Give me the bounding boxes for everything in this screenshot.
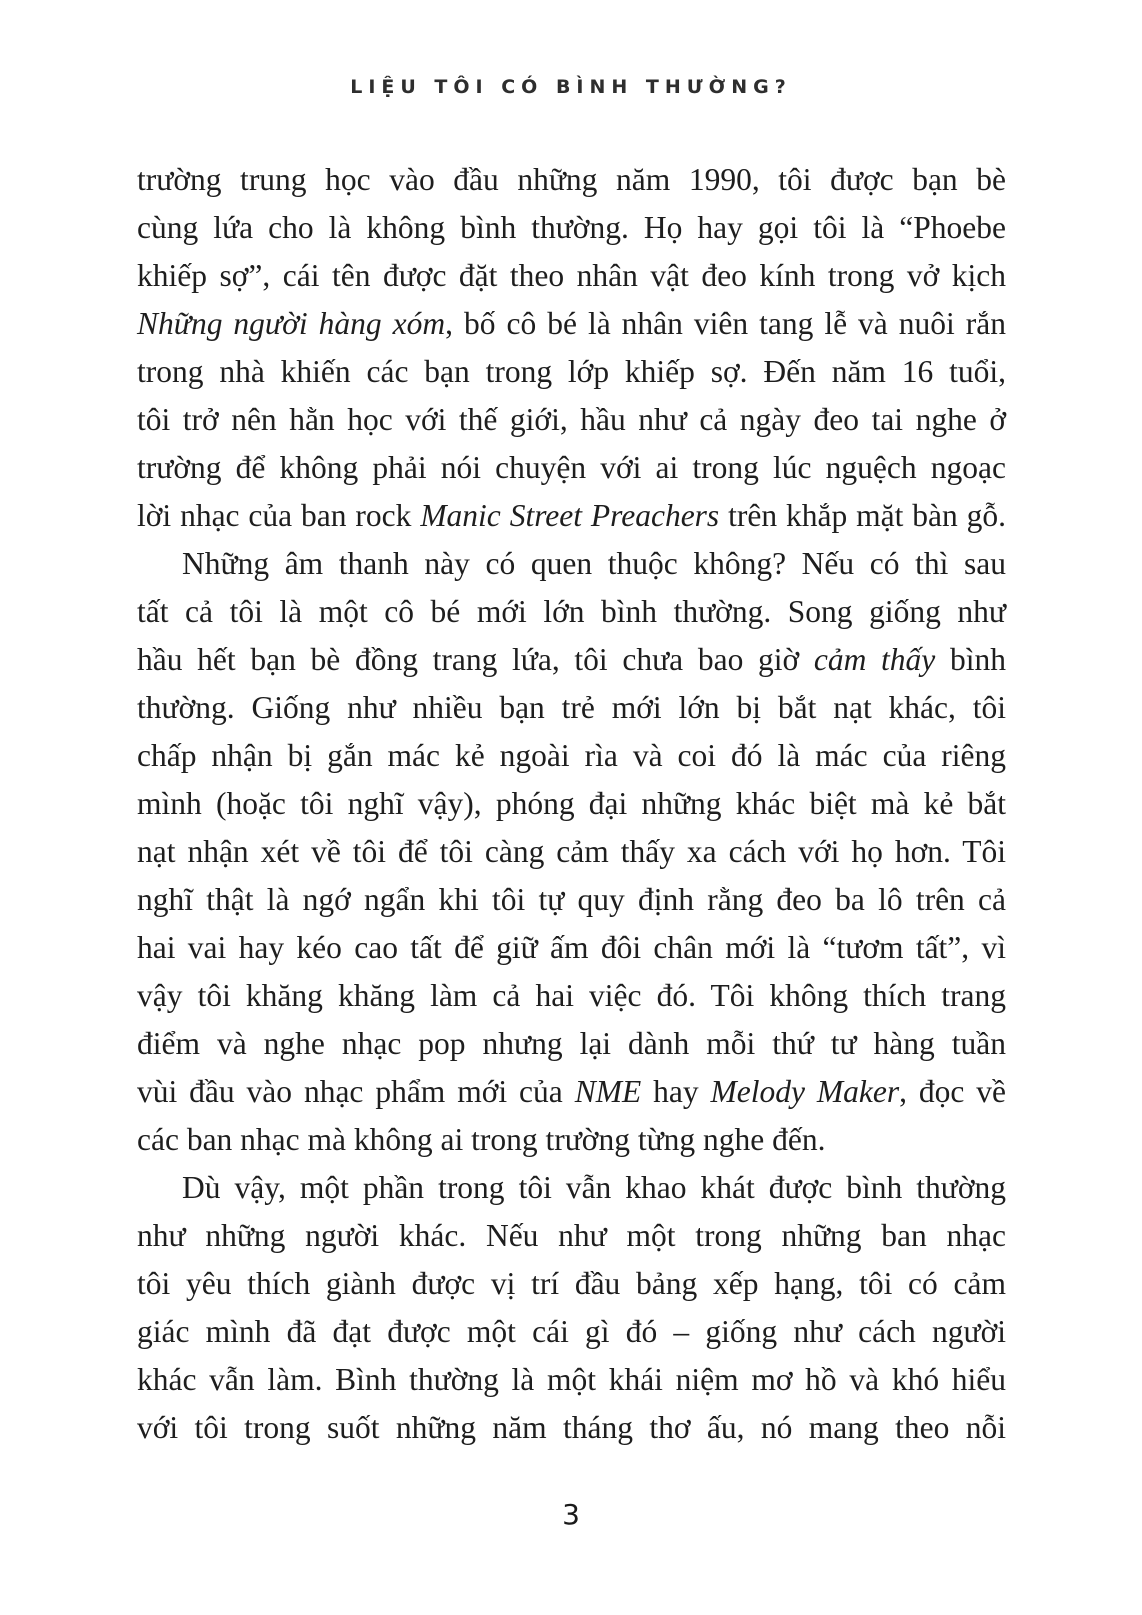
text-line: [137, 1164, 1006, 1212]
text-line: [137, 780, 1006, 828]
text-segment: tôi trở nên hằn học với thế giới, hầu như cả ngày đeo tai nghe ở: [137, 402, 1006, 437]
text-line: [137, 156, 1006, 204]
text-line: [137, 1068, 1006, 1116]
text-segment: chấp nhận bị gắn mác kẻ ngoài rìa và coi đó là mác của riêng: [137, 738, 1006, 773]
text-segment: hay: [641, 1074, 711, 1109]
text-line: [137, 204, 1006, 252]
text-segment: nạt nhận xét về tôi để tôi càng cảm thấy xa cách với họ hơn. Tôi: [137, 834, 1006, 869]
text-line: [137, 684, 1006, 732]
text-segment: nghĩ thật là ngớ ngẩn khi tôi tự quy định rằng đeo ba lô trên cả: [137, 882, 1006, 917]
text-segment: hầu hết bạn bè đồng trang lứa, tôi chưa bao giờ: [137, 642, 814, 677]
text-segment: Những âm thanh này có quen thuộc không? Nếu có thì sau: [182, 546, 1006, 581]
text-line: [137, 732, 1006, 780]
text-segment: trên khắp mặt bàn gỗ.: [719, 498, 1006, 533]
text-segment: trường trung học vào đầu những năm 1990, tôi được bạn bè: [137, 162, 1006, 197]
text-line: [137, 588, 1006, 636]
text-line: [137, 540, 1006, 588]
text-line: [137, 924, 1006, 972]
text-segment: cùng lứa cho là không bình thường. Họ hay gọi tôi là “Phoebe: [137, 210, 1006, 245]
italic-text-segment: Những người hàng xóm: [137, 306, 446, 341]
text-line: [137, 252, 1006, 300]
paragraph: [137, 156, 1006, 540]
italic-text-segment: Manic Street Preachers: [420, 498, 720, 533]
text-line: [137, 1308, 1006, 1356]
text-segment: điểm và nghe nhạc pop nhưng lại dành mỗi thứ tư hàng tuần: [137, 1026, 1006, 1061]
text-segment: vậy tôi khăng khăng làm cả hai việc đó. Tôi không thích trang: [137, 978, 1006, 1013]
text-segment: , bố cô bé là nhân viên tang lễ và nuôi rắn: [445, 306, 1006, 341]
text-segment: vùi đầu vào nhạc phẩm mới của: [137, 1074, 575, 1109]
text-line: [137, 492, 1006, 540]
text-segment: thường. Giống như nhiều bạn trẻ mới lớn bị bắt nạt khác, tôi: [137, 690, 1006, 725]
text-line: [137, 1116, 1006, 1164]
text-segment: lời nhạc của ban rock: [137, 498, 421, 533]
text-segment: khiếp sợ”, cái tên được đặt theo nhân vật đeo kính trong vở kịch: [137, 258, 1006, 293]
text-segment: bình: [935, 642, 1006, 677]
text-line: [137, 876, 1006, 924]
text-segment: Dù vậy, một phần trong tôi vẫn khao khát được bình thường: [182, 1170, 1006, 1205]
text-line: [137, 396, 1006, 444]
text-segment: trong nhà khiến các bạn trong lớp khiếp sợ. Đến năm 16 tuổi,: [137, 354, 1006, 389]
text-line: [137, 1404, 1006, 1452]
text-segment: các ban nhạc mà không ai trong trường từng nghe đến.: [137, 1122, 826, 1157]
text-segment: giác mình đã đạt được một cái gì đó – giống như cách người: [137, 1314, 1006, 1349]
running-header: LIỆU TÔI CÓ BÌNH THƯỜNG?: [350, 76, 792, 98]
body-text-container: [137, 156, 1006, 1452]
text-line: [137, 444, 1006, 492]
text-line: [137, 636, 1006, 684]
text-line: [137, 1212, 1006, 1260]
text-segment: tất cả tôi là một cô bé mới lớn bình thường. Song giống như: [137, 594, 1006, 629]
text-segment: với tôi trong suốt những năm tháng thơ ấu, nó mang theo nỗi: [137, 1410, 1006, 1445]
text-segment: như những người khác. Nếu như một trong những ban nhạc: [137, 1218, 1006, 1253]
text-line: [137, 1356, 1006, 1404]
text-line: [137, 348, 1006, 396]
text-segment: trường để không phải nói chuyện với ai trong lúc nguệch ngoạc: [137, 450, 1006, 485]
text-segment: , đọc về: [899, 1074, 1006, 1109]
italic-text-segment: Melody Maker: [710, 1074, 900, 1109]
text-line: [137, 1020, 1006, 1068]
text-line: [137, 972, 1006, 1020]
paragraph: [137, 540, 1006, 1164]
text-line: [137, 828, 1006, 876]
italic-text-segment: cảm thấy: [813, 642, 936, 677]
text-segment: mình (hoặc tôi nghĩ vậy), phóng đại những khác biệt mà kẻ bắt: [137, 786, 1006, 821]
text-line: [137, 300, 1006, 348]
italic-text-segment: NME: [574, 1074, 642, 1109]
text-segment: tôi yêu thích giành được vị trí đầu bảng xếp hạng, tôi có cảm: [137, 1266, 1006, 1301]
text-segment: hai vai hay kéo cao tất để giữ ấm đôi chân mới là “tươm tất”, vì: [137, 930, 1006, 965]
text-segment: khác vẫn làm. Bình thường là một khái niệm mơ hồ và khó hiểu: [137, 1362, 1006, 1397]
paragraph: [137, 1164, 1006, 1452]
page-number: 3: [562, 1498, 580, 1531]
text-line: [137, 1260, 1006, 1308]
